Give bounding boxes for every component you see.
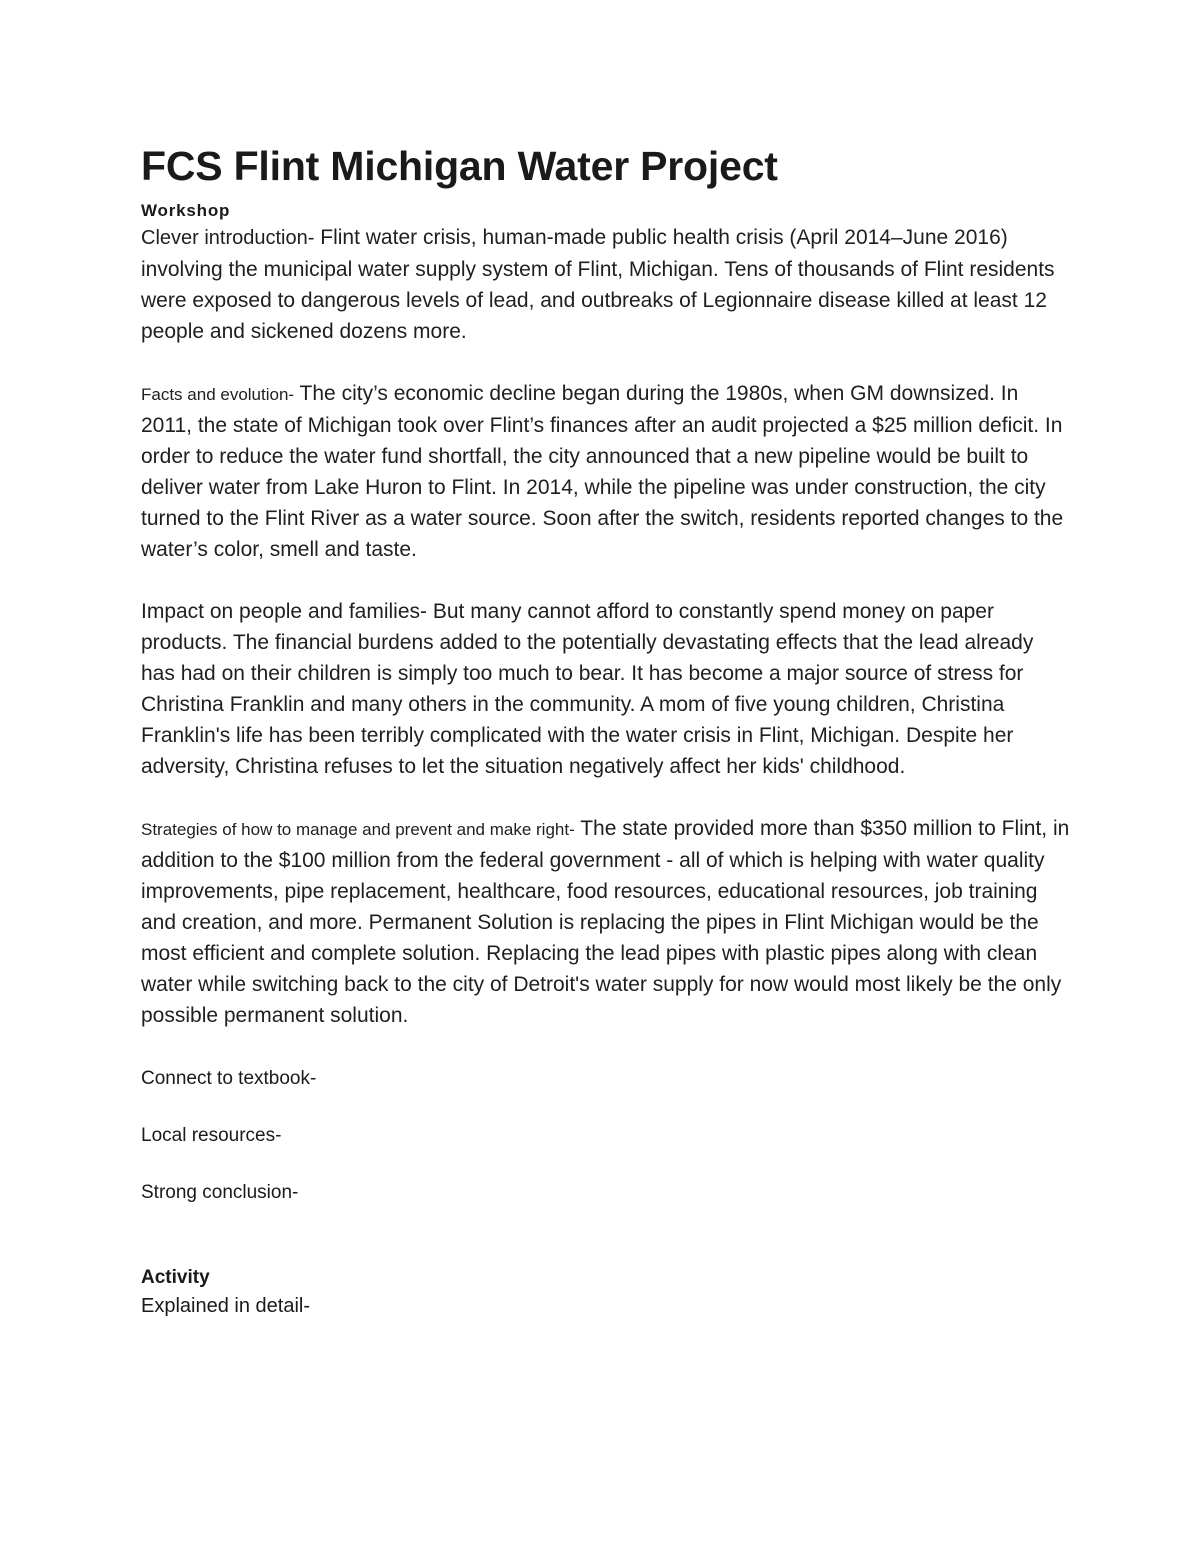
section-label: Clever introduction- [141,227,315,249]
section-text: But many cannot afford to constantly spend money on paper products. The financial burdens added to the potentially devastating effects that the lead already has had on their children is simply too much to bear. It has become a major source of stress for Christina Franklin and many others in the community. A mom of five young children, Christina Franklin's life has been terribly complicated with the water crisis in Flint, Michigan. Despite her adversity, Christina refuses to let the situation negatively affect her kids' childhood. [141,600,1034,778]
activity-heading: Activity [141,1267,210,1288]
document-title: FCS Flint Michigan Water Project [141,143,778,189]
document-page [141,140,1071,1320]
section-text: Flint water crisis, human-made public health crisis (April 2014–June 2016) involving the municipal water supply system of Flint, Michigan. Tens of thousands of Flint residents were exposed to dangerous levels of lead, and outbreaks of Legionnaire disease killed at least 12 people and sickened dozens more. [141,226,1055,343]
workshop-heading: Workshop [141,201,231,220]
section-label: Impact on people and families- [141,600,427,623]
activity-text: Explained in detail- [141,1295,310,1317]
section-text: The city’s economic decline began during the 1980s, when GM downsized. In 2011, the state of Michigan took over Flint’s finances after an audit projected a $25 million deficit. In order to reduce the water fund shortfall, the city announced that a new pipeline would be built to deliver water from Lake Huron to Flint. In 2014, while the pipeline was under construction, the city turned to the Flint River as a water source. Soon after the switch, residents reported changes to the water’s color, smell and taste. [141,382,1064,561]
section-clever-introduction [141,222,1071,347]
section-text: The state provided more than $350 million to Flint, in addition to the $100 million from the federal government - all of which is helping with water quality improvements, pipe replacement, healthcare, food resources, educational resources, job training and creation, and more. Permanent Solution is replacing the pipes in Flint Michigan would be the most efficient and complete solution. Replacing the lead pipes with plastic pipes along with clean water while switching back to the city of Detroit's water supply for now would most likely be the only possible permanent solution. [141,817,1070,1027]
section-strategies [141,813,1071,1031]
section-label: Facts and evolution- [141,385,295,404]
local-resources: Local resources- [141,1125,282,1146]
section-impact-on-people [141,596,1071,782]
strong-conclusion: Strong conclusion- [141,1182,299,1203]
connect-to-textbook: Connect to textbook- [141,1068,317,1089]
section-facts-and-evolution [141,378,1071,565]
section-label: Strategies of how to manage and prevent and make right- [141,820,575,839]
